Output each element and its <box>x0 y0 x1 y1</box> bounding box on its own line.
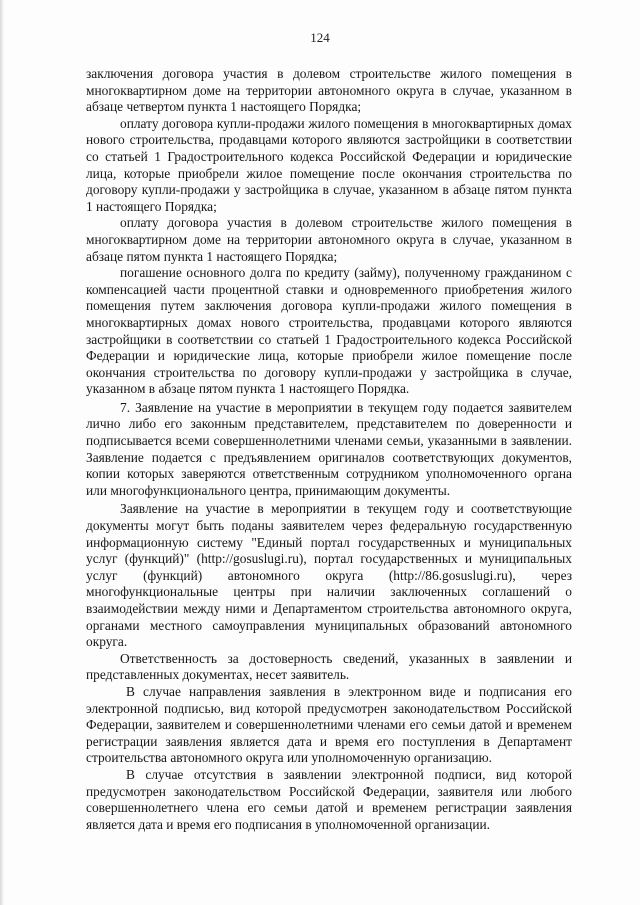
document-body <box>86 66 572 833</box>
paragraph-responsibility: Ответственность за достоверность сведений, указанных в заявлении и представленных документах, несет заявитель. <box>86 650 572 683</box>
paragraph-loan-repayment: погашение основного долга по кредиту (займу), полученному гражданином с компенсацией части процентной ставки и одновременного приобретения жилого помещения путем заключения договора купли-продажи жилого помещения в многоквартирных домах нового строительства, продавцами которого являются застройщики в соответствии со статьей 1 Градостроительного кодекса Российской Федерации и юридические лица, которые приобрели жилое помещение после окончания строительства по договору купли-продажи у застройщика в случае, указанном в абзаце пятом пункта 1 настоящего Порядка. <box>86 265 572 397</box>
paragraph-electronic-signature: В случае направления заявления в электронном виде и подписания его электронной подписью, вид которой предусмотрен законодательством Российской Федерации, заявителем и совершеннолетними членами его семьи датой и временем регистрации заявления является дата и время его поступления в Департамент строительства автономного округа или уполномоченную организацию. <box>86 683 572 766</box>
paragraph-no-signature: В случае отсутствия в заявлении электронной подписи, вид которой предусмотрен законодательством Российской Федерации, заявителя или любого совершеннолетнего члена его семьи датой и временем регистрации заявления является дата и время его подписания в уполномоченной организации. <box>86 766 572 832</box>
page-number: 124 <box>310 30 330 45</box>
paragraph-electronic-submission: Заявление на участие в мероприятии в текущем году и соответствующие документы могут быть поданы заявителем через федеральную государственную информационную систему "Единый портал государственных и муниципальных услуг (функций)" (http://gosuslugi.ru), портал государственных и муниципальных услуг (функций) автономного округа (http://86.gosuslugi.ru), через многофункциональные центры при наличии заключенных соглашений о взаимодействии между ними и Департаментом строительства автономного округа, органами местного самоуправления муниципальных образований автономного округа. <box>86 501 572 650</box>
paragraph-shared-construction-payment: оплату договора участия в долевом строительстве жилого помещения в многоквартирном доме на территории автономного округа в случае, указанном в абзаце пятом пункта 1 настоящего Порядка; <box>86 215 572 264</box>
paragraph-item-7: 7. Заявление на участие в мероприятии в текущем году подается заявителем лично либо его законным представителем, представителем по доверенности и подписывается всеми совершеннолетними членами семьи, указанными в заявлении. Заявление подается с предъявлением оригиналов соответствующих документов, копии которых заверяются ответственным сотрудником уполномоченного органа или многофункционального центра, принимающим документы. <box>86 399 572 498</box>
paragraph-continuation: заключения договора участия в долевом строительстве жилого помещения в многоквартирном доме на территории автономного округа в случае, указанном в абзаце четвертом пункта 1 настоящего Порядка; <box>86 66 572 115</box>
page-edge-shadow <box>0 0 4 905</box>
paragraph-purchase-payment: оплату договора купли-продажи жилого помещения в многоквартирных домах нового строительства, продавцами которого являются застройщики в соответствии со статьей 1 Градостроительного кодекса Российской Федерации и юридические лица, которые приобрели жилое помещение после окончания строительства по договору купли-продажи у застройщика в случае, указанном в абзаце пятом пункта 1 настоящего Порядка; <box>86 115 572 214</box>
